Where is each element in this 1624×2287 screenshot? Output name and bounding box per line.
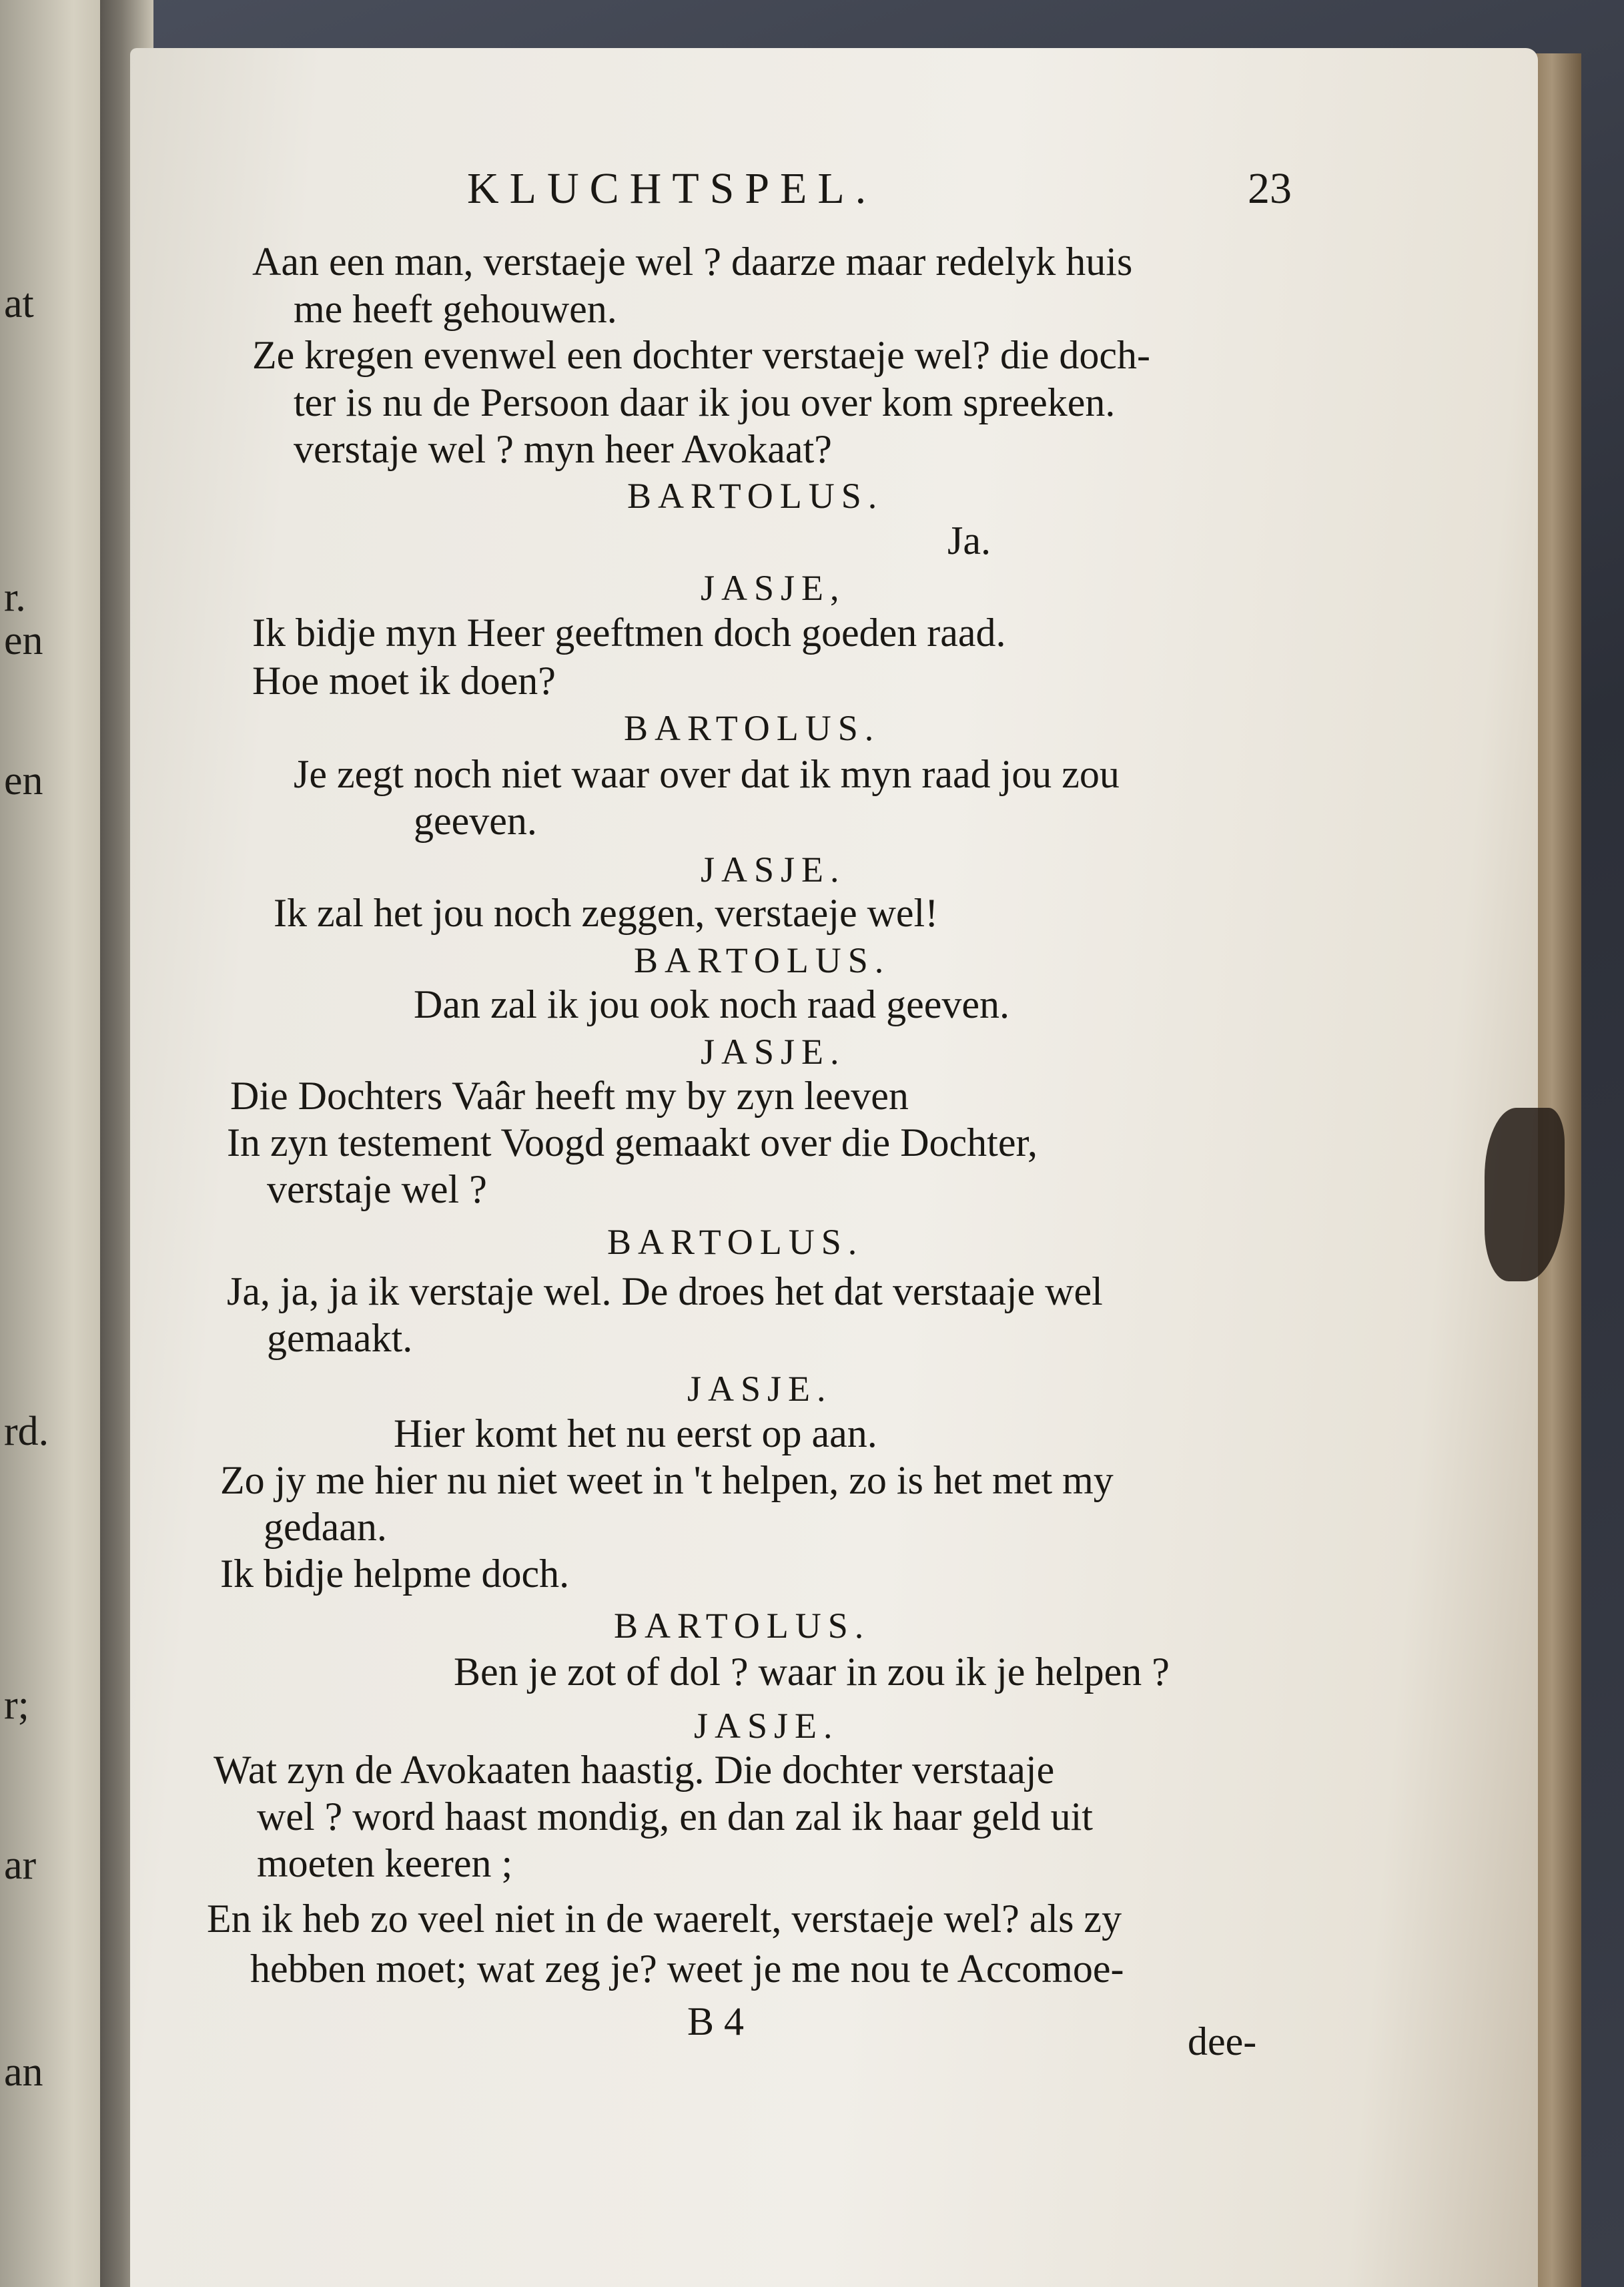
text-line: Die Dochters Vaâr heeft my by zyn leeven	[230, 1074, 909, 1118]
text-line: verstaje wel ? myn heer Avokaat?	[294, 427, 832, 471]
text-line: Ze kregen evenwel een dochter verstaeje wel? die doch-	[252, 333, 1150, 377]
margin-fragment: en	[4, 618, 43, 663]
text-line: Ja, ja, ja ik verstaje wel. De droes het dat verstaaje wel	[227, 1269, 1103, 1313]
speaker-name: JASJE.	[701, 1032, 846, 1072]
signature-mark: B 4	[687, 1999, 745, 2043]
text-line: verstaje wel ?	[267, 1167, 487, 1211]
margin-fragment: an	[4, 2049, 43, 2095]
text-line: moeten keeren ;	[257, 1841, 513, 1885]
text-line: gedaan.	[264, 1505, 387, 1549]
text-line: me heeft gehouwen.	[294, 287, 617, 331]
margin-fragment: r;	[4, 1682, 29, 1728]
text-line: Dan zal ik jou ook noch raad geeven.	[414, 982, 1009, 1026]
margin-fragment: ar	[4, 1843, 37, 1888]
text-line: Aan een man, verstaeje wel ? daarze maar redelyk huis	[252, 240, 1133, 284]
text-line: Ben je zot of dol ? waar in zou ik je helpen ?	[454, 1650, 1170, 1694]
catchword: dee-	[1188, 2019, 1257, 2063]
text-line: wel ? word haast mondig, en dan zal ik haar geld uit	[257, 1794, 1093, 1839]
text-line: Je zegt noch niet waar over dat ik myn raad jou zou	[294, 752, 1120, 796]
text-line: ter is nu de Persoon daar ik jou over kom spreeken.	[294, 380, 1116, 424]
page-number: 23	[1248, 164, 1292, 213]
speaker-name: JASJE.	[687, 1369, 833, 1409]
text-line: Hoe moet ik doen?	[252, 659, 556, 703]
text-line: Wat zyn de Avokaaten haastig. Die dochter verstaaje	[214, 1748, 1055, 1792]
text-line: Ik bidje helpme doch.	[220, 1552, 570, 1596]
text-line: Ik bidje myn Heer geeftmen doch goeden raad.	[252, 611, 1006, 655]
speaker-name: BARTOLUS.	[624, 708, 881, 748]
speaker-name: JASJE,	[701, 568, 846, 608]
text-line: En ik heb zo veel niet in de waerelt, verstaeje wel? als zy	[207, 1897, 1122, 1941]
speaker-name: BARTOLUS.	[627, 476, 884, 516]
text-line: hebben moet; wat zeg je? weet je me nou te Accomoe-	[250, 1947, 1124, 1991]
speaker-name: JASJE.	[694, 1706, 839, 1746]
text-line: In zyn testement Voogd gemaakt over die Dochter,	[227, 1120, 1038, 1165]
running-title: KLUCHTSPEL.	[467, 164, 877, 213]
speaker-name: BARTOLUS.	[634, 940, 891, 980]
text-line: Hier komt het nu eerst op aan.	[394, 1411, 877, 1455]
speaker-name: BARTOLUS.	[614, 1606, 871, 1646]
text-line: Zo jy me hier nu niet weet in 't helpen, zo is het met my	[220, 1458, 1114, 1502]
text-line: gemaakt.	[267, 1316, 413, 1360]
margin-fragment: en	[4, 758, 43, 803]
text-line: Ik zal het jou noch zeggen, verstaeje wel!	[274, 891, 939, 935]
speaker-name: BARTOLUS.	[607, 1222, 864, 1262]
margin-fragment: rd.	[4, 1409, 49, 1454]
speaker-name: JASJE.	[701, 850, 846, 890]
margin-fragment: at	[4, 281, 34, 326]
text-line: geeven.	[414, 799, 537, 843]
text-line: Ja.	[947, 519, 991, 563]
margin-fragment: r.	[4, 575, 26, 620]
